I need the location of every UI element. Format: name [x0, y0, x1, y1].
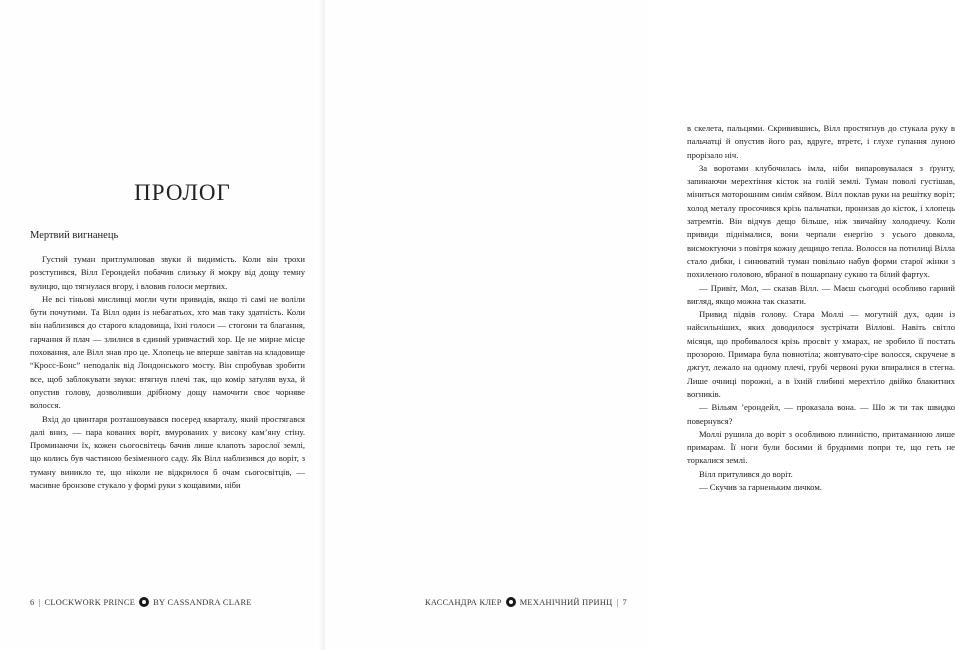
publisher-logo-icon [506, 597, 516, 607]
footer-divider: | [616, 597, 619, 607]
paragraph: За воротами клубочилась імла, ніби випаровувалася з ґрунту, запинаючи мерехтіння кісток на голій землі. Туман поволі густішав, міниться моторошним синім сяйвом. Вілл поклав руки на решітку воріт; холод металу просочився крізь пальчатки, пронизав до кісток, і хлопець затремтів. Він відчув дещо більше, ніж звичайну холоднечу. Коли привиди піднімалися, вони черпали енергію з усього довкола, висмоктуючи з повітря кожну дещицю тепла. Волосся на потилиці Вілла стало дибки, і синюватий туман повільно набув форми старої жінки з похиленою головою, вбраної в пошарпану сукню та білий фартух. [687, 162, 955, 280]
paragraph: Вілл притулився до воріт. [699, 468, 793, 479]
paragraph: — Вільям ’ерондейл, — проказала вона. — Шо ж ти так швидко повернувся? [687, 402, 955, 426]
left-text-column [30, 253, 305, 492]
chapter-title: ПРОЛОГ [134, 180, 231, 205]
paragraph: Вхід до цвинтаря розташовувався посеред кварталу, який простягався далі вниз, — пара кованих воріт, вмурованих у високу кам’яну стіну. Проминаючи їх, кожен сьогосвітець бачив лише клапоть зарослої землі, що колись був частиною безіменного саду. Як Вілл наблизився до воріт, з туману виникло те, що ніколи не відкрилося б очам сьогосвітців, — масивне бронзове стукало у формі руки з кощавими, ніби [30, 413, 305, 491]
footer-book-title: МЕХАНІЧНИЙ ПРИНЦ [519, 597, 613, 607]
chapter-subtitle: Мертвий вигнанець [30, 230, 119, 241]
paragraph: — Скучив за гарненьким личком. [699, 482, 822, 493]
right-text-column [687, 122, 955, 494]
footer-author: BY CASSANDRA CLARE [153, 597, 252, 607]
left-footer [30, 597, 252, 607]
paragraph: Густий туман притлумлював звуки й видимість. Коли він трохи розступився, Вілл Герондейл побачив слизьку й мокру від дощу темну вулицю, що тягнулася вгору, і вловив голоси мертвих. [30, 254, 305, 291]
right-footer [425, 597, 627, 607]
footer-divider: | [38, 597, 41, 607]
footer-author: КАССАНДРА КЛЕР [424, 597, 502, 607]
publisher-logo-icon [139, 597, 149, 607]
right-page [325, 0, 955, 650]
paragraph: Привид підвів голову. Стара Моллі — могутній дух, один із найсильніших, яких доводилося зустрічати Віллові. Навіть світло місяця, що пробивалося крізь просвіт у хмарах, не зробило її постать прозорою. Примара була повнотіла; жовтувато-сіре волосся, скручене в джгут, лежало на одному плечі, грубі червоні руки впиралися в стегна. Лише очниці порожні, а в їхній глибині мерехтіло двійко блакитних вогників. [687, 309, 955, 399]
left-page [0, 0, 325, 650]
paragraph: в скелета, пальцями. Скривившись, Вілл простягнув до стукала руку в пальчатці й опустив його раз, вдруге, втретє, і глухе гупання луною прорізало ніч. [687, 123, 955, 160]
paragraph: Моллі рушила до воріт з особливою плинністю, притаманною лише примарам. Її ноги були босими й брудними попри те, що геть не торкалися землі. [687, 428, 955, 466]
page-number: 7 [622, 597, 627, 607]
page-number: 6 [30, 597, 35, 607]
footer-book-title: CLOCKWORK PRINCE [44, 597, 136, 607]
paragraph: Не всі тіньові мисливці могли чути привидів, якщо ті самі не воліли бути почутими. Та Вілл один із небагатьох, хто мав таку здатність. Коли він наблизився до старого кладовища, їхні голоси — стогони та благання, гарчання й плач — злилися в єдиний уривчастий хор. Це не мирне місце поховання, але Вілл знав про це. Хлопець не вперше завітав на кладовище “Кросс-Бонс” неподалік від Лондонського мосту. Він спробував зробити все, щоб заблокувати звуки: втягнув плечі так, що комір затуляв вуха, й опустив голову, дозволивши дрібному дощу намочити своє чорняве волосся. [30, 293, 305, 411]
paragraph: — Привіт, Мол, — сказав Вілл. — Маєш сьогодні особливо гарний вигляд, якщо можна так сказати. [687, 282, 955, 306]
